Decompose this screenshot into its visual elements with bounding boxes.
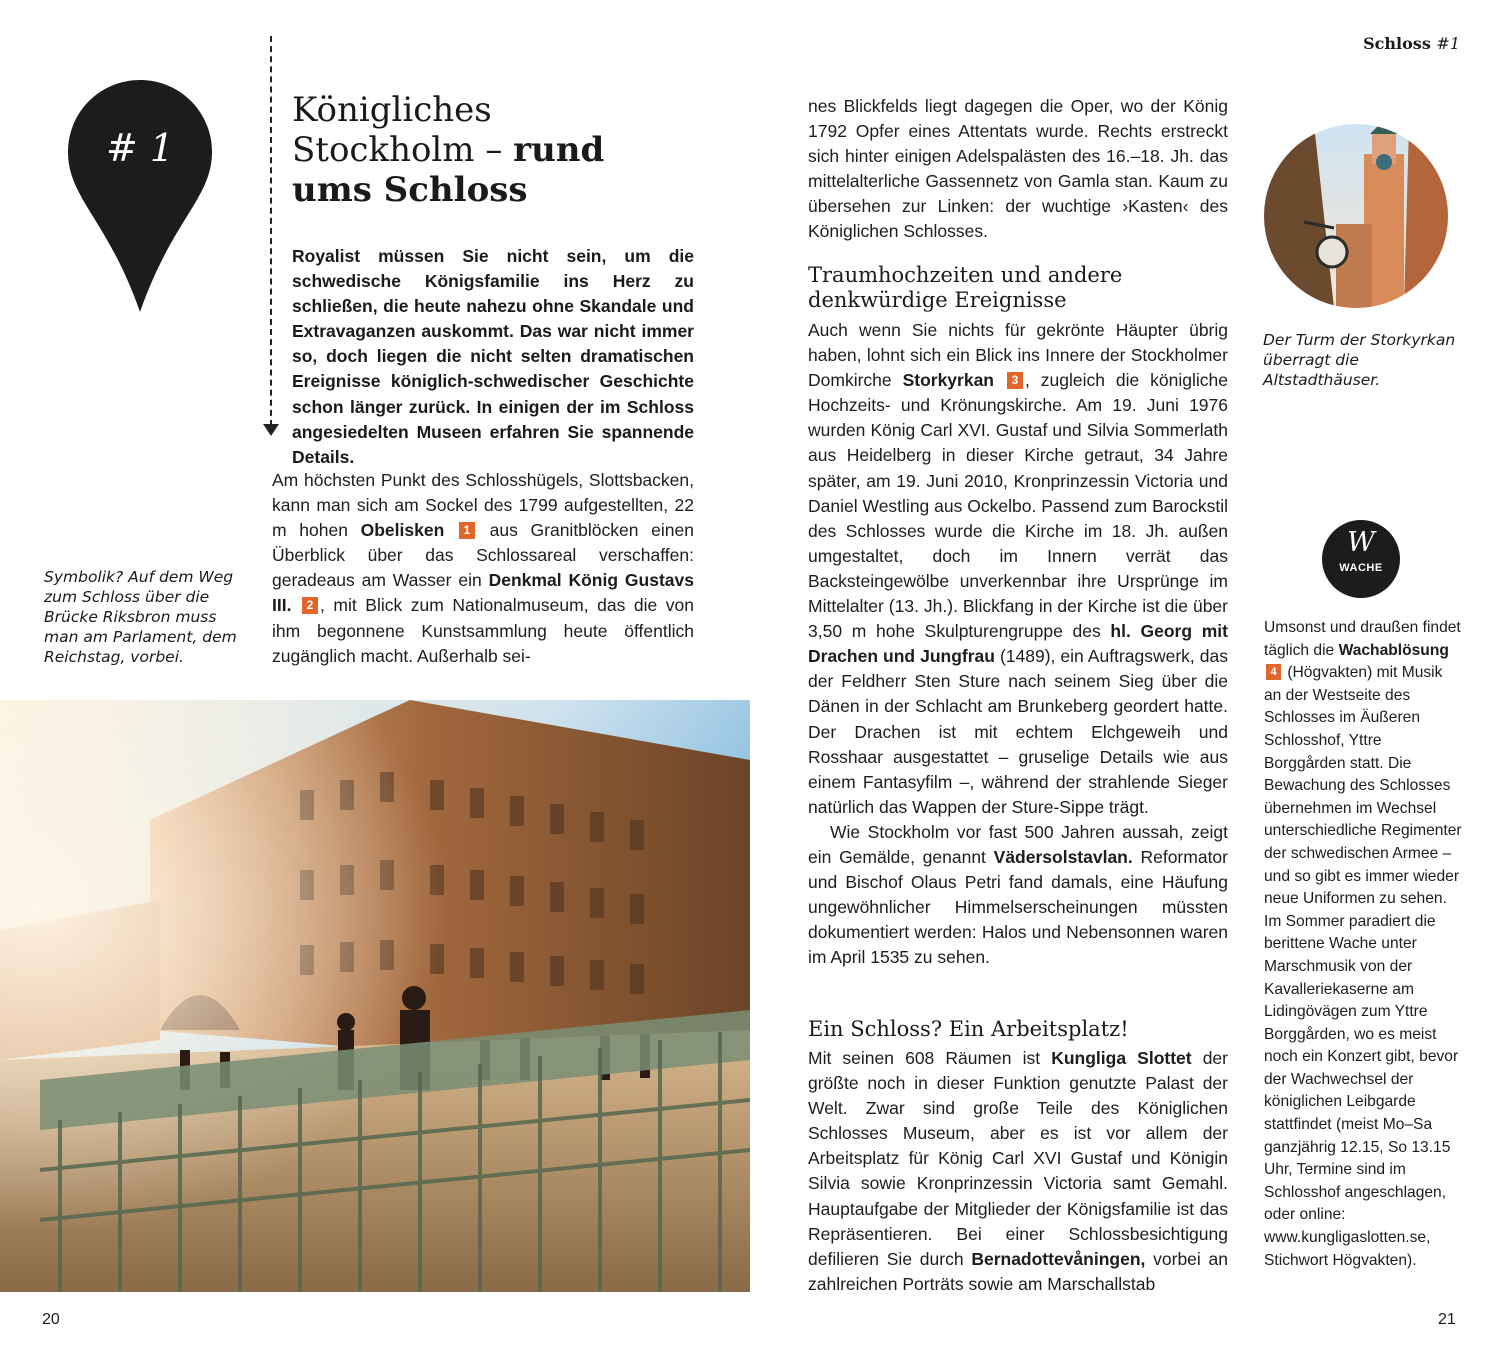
running-header-section: Schloss (1363, 34, 1431, 53)
map-pin-icon (68, 80, 212, 312)
text: (Högvakten) mit Musik an der Westseite des Schlosses im Äußeren Schlosshof, Yttre Borggården statt. Die Bewachung des Schlosses übernehmen im Wechsel unterschiedliche Regimenter der schwedischen Armee – und so gibt es immer wieder neue Uniformen zu sehen. Im Sommer paradiert die berittene Wache unter Marschmusik von der Kavalleriekaserne am Lidingövägen zum Yttre Borggården, wo es meist noch ein Konzert gibt, bevor der Wachwechsel der königlichen Leibgarde stattfindet (meist Mo–Sa ganzjährig 12.15, So 13.15 Uhr, Termine sind im Schlosshof angeschlagen, oder online: www.kungligaslotten.se, Stichwort Högvakten). (1264, 664, 1462, 1269)
highlight-kungliga-slottet: Kungliga Slottet (1051, 1048, 1192, 1068)
title-line-2: Stockholm – (292, 130, 514, 170)
page-number-right: 21 (1438, 1311, 1456, 1328)
body-column-2-middle (808, 318, 1228, 970)
photo-caption-right: Der Turm der Storkyrkan überragt die Altstadthäuser. (1263, 331, 1456, 389)
chapter-number: # 1 (105, 126, 175, 170)
text: vorbei an zahlreichen Porträts sowie am Marschallstab (808, 1248, 1229, 1294)
text: , mit Blick zum Nationalmuseum, das die von ihm begonnene Kunstsammlung heute öffentlich zugänglich macht. Außerhalb sei- (272, 595, 694, 666)
reichstag-photo (0, 700, 750, 1292)
text: Wie Stockholm vor fast 500 Jahren aussah, zeigt ein Gemälde, genannt (808, 821, 1228, 867)
page-number-left: 20 (42, 1311, 60, 1328)
highlight-storkyrkan: Storkyrkan (902, 370, 994, 391)
highlight-georg: hl. Georg mit Drachen und Jungfrau (808, 621, 1228, 667)
highlight-bernadottevaningen: Bernadottevåningen, (971, 1248, 1146, 1269)
page-title (292, 90, 752, 210)
highlight-vaedersolstavlan: Vädersolstavlan. (993, 846, 1133, 867)
title-line-2-bold: rund (513, 130, 605, 170)
section-heading-schloss: Ein Schloss? Ein Arbeitsplatz! (808, 1017, 1129, 1041)
photo-caption-left: Symbolik? Auf dem Weg zum Schloss über die Brücke Riksbron muss man am Parlament, dem Reichstag, vorbei. (44, 568, 237, 666)
body-column-1 (272, 468, 694, 669)
map-marker-badge: 2 (302, 597, 318, 614)
badge-word: WACHE (1339, 562, 1383, 574)
body-column-2-bottom (808, 1046, 1228, 1297)
arrow-down-icon (263, 424, 279, 436)
text: Reformator und Bischof Olaus Petri fand damals, eine Häufung ungewöhnlicher Himmelserscheinungen müssten dokumentiert werden: Halos und Nebensonnen waren im April 1535 zu sehen. (808, 846, 1228, 968)
text: (1489), ein Auftragswerk, das der Feldherr Sten Sture nach seinem Sieg über die Dänen in der Schlacht am Brunkeberg geordert hatte. Der Drachen ist mit echtem Elchgeweih und Rosshaar ausgestattet – gruselige Details wie aus einem Fantasyfilm –, während der strahlende Sieger natürlich das Wappen der Sture-Sippe trägt. (808, 646, 1229, 817)
text: Am höchsten Punkt des Schlosshügels, Slottsbacken, kann man sich am Sockel des 1799 aufgestellten, 22 m hohen (272, 470, 694, 541)
section-heading-wedding: Traumhochzeiten und andere denkwürdige Ereignisse (808, 263, 1123, 312)
text: Umsonst und draußen findet täglich die (1264, 619, 1461, 659)
map-marker-badge: 3 (1007, 372, 1023, 389)
running-header (1340, 34, 1460, 53)
storkyrkan-photo (1264, 124, 1448, 308)
highlight-wachabloesung: Wachablösung (1338, 641, 1449, 659)
map-marker-badge: 4 (1266, 664, 1281, 680)
text: Mit seinen 608 Räumen ist (808, 1048, 1052, 1068)
badge-letter: W (1347, 527, 1375, 558)
intro-paragraph: Royalist müssen Sie nicht sein, um die schwedische Königsfamilie ins Herz zu schließen, die heute nahezu ohne Skandale und Extravaganzen auskommt. Das war nicht immer so, doch liegen die nicht selten dramatischen Ereignisse königlich-schwedischer Geschichte schon länger zurück. In einigen der im Schloss angesiedelten Museen erfahren Sie spannende Details. (292, 246, 694, 467)
body-column-2-top: nes Blickfelds liegt dagegen die Oper, wo der König 1792 Opfer eines Attentats wurde. Rechts erstreckt sich hinter einigen Adelspalästen des 16.–18. Jh. das mittelalterliche Gassennetz von Gamla stan. Kaum zu übersehen zur Linken: der wuchtige ›Kasten‹ des Königlichen Schlosses. (808, 96, 1228, 242)
text: Auch wenn Sie nichts für gekrönte Häupter übrig haben, lohnt sich ein Blick ins Innere der Stockholmer Domkirche (808, 320, 1228, 391)
title-line-3: ums Schloss (292, 170, 528, 210)
running-header-number: #1 (1436, 34, 1460, 53)
map-marker-badge: 1 (459, 522, 475, 539)
text: der größte noch in dieser Funktion genutzte Palast der Welt. Zwar sind große Teile des Königlichen Schlosses Museum, aber es ist vor allem der Arbeitsplatz für König Carl XVI Gustaf und Königin Silvia sowie Kronprinzessin Victoria samt Gemahl. Hauptaufgabe der Mitglieder der Königsfamilie ist das Repräsentieren. Bei einer Schlossbesichtigung defilieren Sie durch (808, 1048, 1228, 1269)
highlight-obelisken: Obelisken (360, 520, 445, 541)
dashed-divider (270, 36, 272, 426)
text: , zugleich die königliche Hochzeits- und Krönungskirche. Am 19. Juni 1976 wurden König Carl XVI. Gustaf und Silvia Sommerlath aus Heidelberg in dieser Kirche getraut, 34 Jahre später, am 19. Juni 2010, Kronprinzessin Victoria und Daniel Westling aus Ockelbo. Passend zum Barockstil des Schlosses wurde die Kirche im 18. Jh. außen umgestaltet, doch im Innern verrät das Backsteingewölbe unverkennbar ihre Ursprünge im Mittelalter (13. Jh.). Blickfang in der Kirche ist die über 3,50 m hohe Skulpturengruppe des (808, 370, 1228, 642)
sidebar-text (1264, 617, 1464, 1272)
title-line-1: Königliches (292, 90, 492, 130)
highlight-denkmal: Denkmal König Gustavs III. (272, 570, 694, 616)
text: aus Granitblöcken einen Überblick über das Schlossareal verschaffen: geradeaus am Wasser ein (272, 520, 695, 591)
